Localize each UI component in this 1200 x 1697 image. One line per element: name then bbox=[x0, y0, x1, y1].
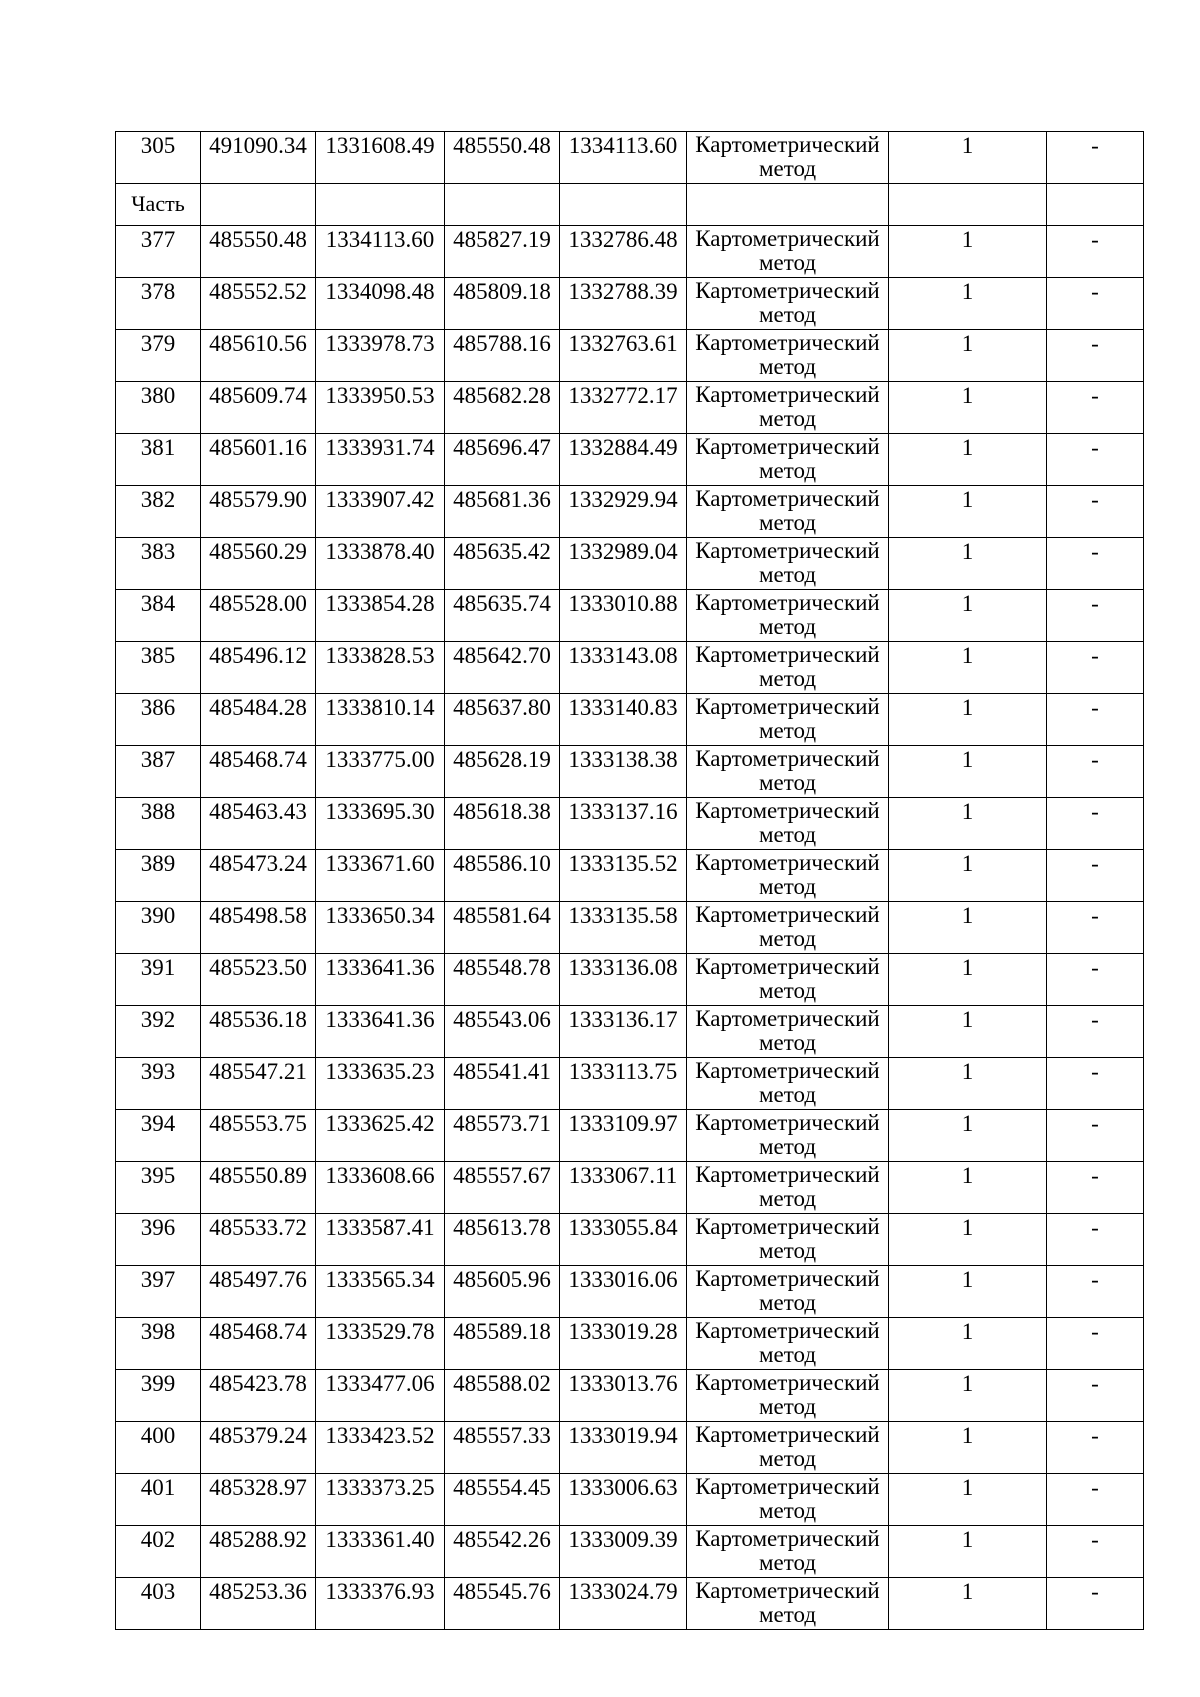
table-body bbox=[116, 132, 1144, 1630]
y1-cell: 1333810.14 bbox=[316, 694, 445, 746]
table-row bbox=[116, 1526, 1144, 1578]
x1-cell: 485496.12 bbox=[201, 642, 316, 694]
note-cell: - bbox=[1047, 1578, 1144, 1630]
note-cell: - bbox=[1047, 1266, 1144, 1318]
method-cell: Картометрический метод bbox=[687, 330, 889, 382]
accuracy-cell: 1 bbox=[889, 1474, 1047, 1526]
accuracy-cell: 1 bbox=[889, 434, 1047, 486]
x1-cell: 485253.36 bbox=[201, 1578, 316, 1630]
note-cell: - bbox=[1047, 434, 1144, 486]
point-id-cell: 394 bbox=[116, 1110, 201, 1162]
y1-cell: 1333565.34 bbox=[316, 1266, 445, 1318]
y1-cell: 1333608.66 bbox=[316, 1162, 445, 1214]
y2-cell: 1332763.61 bbox=[560, 330, 687, 382]
accuracy-cell: 1 bbox=[889, 278, 1047, 330]
y2-cell: 1333137.16 bbox=[560, 798, 687, 850]
accuracy-cell: 1 bbox=[889, 642, 1047, 694]
table-row bbox=[116, 590, 1144, 642]
method-cell: Картометрический метод bbox=[687, 434, 889, 486]
method-cell: Картометрический метод bbox=[687, 1422, 889, 1474]
y1-cell: 1333854.28 bbox=[316, 590, 445, 642]
note-cell: - bbox=[1047, 694, 1144, 746]
x2-cell: 485586.10 bbox=[445, 850, 560, 902]
method-cell: Картометрический метод bbox=[687, 1110, 889, 1162]
point-id-cell: 393 bbox=[116, 1058, 201, 1110]
accuracy-cell: 1 bbox=[889, 1370, 1047, 1422]
x1-cell: 485423.78 bbox=[201, 1370, 316, 1422]
x2-cell: 485588.02 bbox=[445, 1370, 560, 1422]
x1-cell: 485550.48 bbox=[201, 226, 316, 278]
y1-cell: 1333978.73 bbox=[316, 330, 445, 382]
y2-cell: 1332929.94 bbox=[560, 486, 687, 538]
empty-cell bbox=[889, 184, 1047, 226]
y1-cell: 1333376.93 bbox=[316, 1578, 445, 1630]
point-id-cell: 387 bbox=[116, 746, 201, 798]
x1-cell: 485579.90 bbox=[201, 486, 316, 538]
y1-cell: 1333423.52 bbox=[316, 1422, 445, 1474]
table-row bbox=[116, 1578, 1144, 1630]
accuracy-cell: 1 bbox=[889, 1006, 1047, 1058]
accuracy-cell: 1 bbox=[889, 902, 1047, 954]
x1-cell: 485533.72 bbox=[201, 1214, 316, 1266]
point-id-cell: 305 bbox=[116, 132, 201, 184]
method-cell: Картометрический метод bbox=[687, 746, 889, 798]
x1-cell: 485609.74 bbox=[201, 382, 316, 434]
method-cell: Картометрический метод bbox=[687, 486, 889, 538]
table-row bbox=[116, 1214, 1144, 1266]
accuracy-cell: 1 bbox=[889, 226, 1047, 278]
x2-cell: 485696.47 bbox=[445, 434, 560, 486]
y1-cell: 1333907.42 bbox=[316, 486, 445, 538]
accuracy-cell: 1 bbox=[889, 330, 1047, 382]
table-row bbox=[116, 382, 1144, 434]
table-row bbox=[116, 486, 1144, 538]
x2-cell: 485788.16 bbox=[445, 330, 560, 382]
x1-cell: 485328.97 bbox=[201, 1474, 316, 1526]
note-cell: - bbox=[1047, 330, 1144, 382]
y2-cell: 1332989.04 bbox=[560, 538, 687, 590]
y2-cell: 1333016.06 bbox=[560, 1266, 687, 1318]
y1-cell: 1333477.06 bbox=[316, 1370, 445, 1422]
y2-cell: 1333136.08 bbox=[560, 954, 687, 1006]
y1-cell: 1333625.42 bbox=[316, 1110, 445, 1162]
x1-cell: 485528.00 bbox=[201, 590, 316, 642]
y2-cell: 1332788.39 bbox=[560, 278, 687, 330]
coordinates-table bbox=[115, 131, 1144, 1630]
accuracy-cell: 1 bbox=[889, 1318, 1047, 1370]
point-id-cell: 396 bbox=[116, 1214, 201, 1266]
point-id-cell: 397 bbox=[116, 1266, 201, 1318]
x1-cell: 485550.89 bbox=[201, 1162, 316, 1214]
x2-cell: 485581.64 bbox=[445, 902, 560, 954]
table-row bbox=[116, 694, 1144, 746]
y2-cell: 1333109.97 bbox=[560, 1110, 687, 1162]
note-cell: - bbox=[1047, 1006, 1144, 1058]
point-id-cell: 386 bbox=[116, 694, 201, 746]
point-id-cell: 391 bbox=[116, 954, 201, 1006]
point-id-cell: 383 bbox=[116, 538, 201, 590]
point-id-cell: 378 bbox=[116, 278, 201, 330]
y2-cell: 1334113.60 bbox=[560, 132, 687, 184]
method-cell: Картометрический метод bbox=[687, 694, 889, 746]
method-cell: Картометрический метод bbox=[687, 538, 889, 590]
x2-cell: 485543.06 bbox=[445, 1006, 560, 1058]
note-cell: - bbox=[1047, 746, 1144, 798]
accuracy-cell: 1 bbox=[889, 1214, 1047, 1266]
x2-cell: 485557.33 bbox=[445, 1422, 560, 1474]
point-id-cell: 380 bbox=[116, 382, 201, 434]
x2-cell: 485605.96 bbox=[445, 1266, 560, 1318]
empty-cell bbox=[1047, 184, 1144, 226]
x2-cell: 485628.19 bbox=[445, 746, 560, 798]
method-cell: Картометрический метод bbox=[687, 1006, 889, 1058]
x1-cell: 485468.74 bbox=[201, 1318, 316, 1370]
table-row bbox=[116, 798, 1144, 850]
x2-cell: 485827.19 bbox=[445, 226, 560, 278]
note-cell: - bbox=[1047, 1162, 1144, 1214]
empty-cell bbox=[316, 184, 445, 226]
table-row bbox=[116, 278, 1144, 330]
y1-cell: 1333373.25 bbox=[316, 1474, 445, 1526]
x2-cell: 485545.76 bbox=[445, 1578, 560, 1630]
method-cell: Картометрический метод bbox=[687, 1526, 889, 1578]
x2-cell: 485809.18 bbox=[445, 278, 560, 330]
table-row bbox=[116, 1370, 1144, 1422]
point-id-cell: 399 bbox=[116, 1370, 201, 1422]
y1-cell: 1333695.30 bbox=[316, 798, 445, 850]
note-cell: - bbox=[1047, 590, 1144, 642]
accuracy-cell: 1 bbox=[889, 1110, 1047, 1162]
table-row bbox=[116, 850, 1144, 902]
x1-cell: 485498.58 bbox=[201, 902, 316, 954]
note-cell: - bbox=[1047, 1058, 1144, 1110]
method-cell: Картометрический метод bbox=[687, 1162, 889, 1214]
table-row bbox=[116, 434, 1144, 486]
method-cell: Картометрический метод bbox=[687, 1214, 889, 1266]
table-row bbox=[116, 1006, 1144, 1058]
empty-cell bbox=[687, 184, 889, 226]
y1-cell: 1333828.53 bbox=[316, 642, 445, 694]
note-cell: - bbox=[1047, 642, 1144, 694]
y2-cell: 1332772.17 bbox=[560, 382, 687, 434]
x2-cell: 485642.70 bbox=[445, 642, 560, 694]
x1-cell: 485560.29 bbox=[201, 538, 316, 590]
method-cell: Картометрический метод bbox=[687, 1370, 889, 1422]
accuracy-cell: 1 bbox=[889, 1058, 1047, 1110]
y2-cell: 1333024.79 bbox=[560, 1578, 687, 1630]
method-cell: Картометрический метод bbox=[687, 1474, 889, 1526]
method-cell: Картометрический метод bbox=[687, 1266, 889, 1318]
y1-cell: 1333650.34 bbox=[316, 902, 445, 954]
table-row bbox=[116, 1474, 1144, 1526]
point-id-cell: 388 bbox=[116, 798, 201, 850]
accuracy-cell: 1 bbox=[889, 1266, 1047, 1318]
method-cell: Картометрический метод bbox=[687, 1318, 889, 1370]
point-id-cell: 381 bbox=[116, 434, 201, 486]
note-cell: - bbox=[1047, 1214, 1144, 1266]
table-row bbox=[116, 746, 1144, 798]
x2-cell: 485550.48 bbox=[445, 132, 560, 184]
y1-cell: 1333641.36 bbox=[316, 954, 445, 1006]
accuracy-cell: 1 bbox=[889, 1162, 1047, 1214]
y2-cell: 1333113.75 bbox=[560, 1058, 687, 1110]
y2-cell: 1333143.08 bbox=[560, 642, 687, 694]
x1-cell: 485379.24 bbox=[201, 1422, 316, 1474]
y2-cell: 1333136.17 bbox=[560, 1006, 687, 1058]
x1-cell: 485473.24 bbox=[201, 850, 316, 902]
point-id-cell: 384 bbox=[116, 590, 201, 642]
part-label-cell: Часть bbox=[116, 184, 201, 226]
y2-cell: 1333006.63 bbox=[560, 1474, 687, 1526]
accuracy-cell: 1 bbox=[889, 132, 1047, 184]
part-row bbox=[116, 184, 1144, 226]
table-row bbox=[116, 132, 1144, 184]
note-cell: - bbox=[1047, 1370, 1144, 1422]
accuracy-cell: 1 bbox=[889, 382, 1047, 434]
y1-cell: 1333635.23 bbox=[316, 1058, 445, 1110]
y2-cell: 1333019.28 bbox=[560, 1318, 687, 1370]
method-cell: Картометрический метод bbox=[687, 954, 889, 1006]
point-id-cell: 403 bbox=[116, 1578, 201, 1630]
note-cell: - bbox=[1047, 1422, 1144, 1474]
x2-cell: 485613.78 bbox=[445, 1214, 560, 1266]
point-id-cell: 401 bbox=[116, 1474, 201, 1526]
point-id-cell: 392 bbox=[116, 1006, 201, 1058]
accuracy-cell: 1 bbox=[889, 694, 1047, 746]
y1-cell: 1333529.78 bbox=[316, 1318, 445, 1370]
method-cell: Картометрический метод bbox=[687, 382, 889, 434]
x1-cell: 485610.56 bbox=[201, 330, 316, 382]
y2-cell: 1333010.88 bbox=[560, 590, 687, 642]
accuracy-cell: 1 bbox=[889, 538, 1047, 590]
y1-cell: 1331608.49 bbox=[316, 132, 445, 184]
table-row bbox=[116, 954, 1144, 1006]
y2-cell: 1333055.84 bbox=[560, 1214, 687, 1266]
x2-cell: 485681.36 bbox=[445, 486, 560, 538]
table-row bbox=[116, 1162, 1144, 1214]
note-cell: - bbox=[1047, 278, 1144, 330]
note-cell: - bbox=[1047, 798, 1144, 850]
y2-cell: 1332786.48 bbox=[560, 226, 687, 278]
note-cell: - bbox=[1047, 486, 1144, 538]
note-cell: - bbox=[1047, 1526, 1144, 1578]
y2-cell: 1333019.94 bbox=[560, 1422, 687, 1474]
method-cell: Картометрический метод bbox=[687, 850, 889, 902]
method-cell: Картометрический метод bbox=[687, 1578, 889, 1630]
y1-cell: 1333671.60 bbox=[316, 850, 445, 902]
table-row bbox=[116, 1318, 1144, 1370]
y2-cell: 1332884.49 bbox=[560, 434, 687, 486]
x2-cell: 485542.26 bbox=[445, 1526, 560, 1578]
x2-cell: 485682.28 bbox=[445, 382, 560, 434]
empty-cell bbox=[201, 184, 316, 226]
point-id-cell: 385 bbox=[116, 642, 201, 694]
point-id-cell: 389 bbox=[116, 850, 201, 902]
note-cell: - bbox=[1047, 902, 1144, 954]
note-cell: - bbox=[1047, 1110, 1144, 1162]
x1-cell: 491090.34 bbox=[201, 132, 316, 184]
y2-cell: 1333140.83 bbox=[560, 694, 687, 746]
method-cell: Картометрический метод bbox=[687, 132, 889, 184]
accuracy-cell: 1 bbox=[889, 590, 1047, 642]
x2-cell: 485635.42 bbox=[445, 538, 560, 590]
table-row bbox=[116, 1266, 1144, 1318]
x1-cell: 485484.28 bbox=[201, 694, 316, 746]
accuracy-cell: 1 bbox=[889, 1578, 1047, 1630]
x1-cell: 485468.74 bbox=[201, 746, 316, 798]
accuracy-cell: 1 bbox=[889, 850, 1047, 902]
note-cell: - bbox=[1047, 226, 1144, 278]
note-cell: - bbox=[1047, 538, 1144, 590]
x2-cell: 485548.78 bbox=[445, 954, 560, 1006]
method-cell: Картометрический метод bbox=[687, 902, 889, 954]
point-id-cell: 395 bbox=[116, 1162, 201, 1214]
y1-cell: 1334113.60 bbox=[316, 226, 445, 278]
method-cell: Картометрический метод bbox=[687, 642, 889, 694]
y1-cell: 1333950.53 bbox=[316, 382, 445, 434]
x1-cell: 485536.18 bbox=[201, 1006, 316, 1058]
y2-cell: 1333067.11 bbox=[560, 1162, 687, 1214]
point-id-cell: 398 bbox=[116, 1318, 201, 1370]
empty-cell bbox=[560, 184, 687, 226]
empty-cell bbox=[445, 184, 560, 226]
x2-cell: 485573.71 bbox=[445, 1110, 560, 1162]
method-cell: Картометрический метод bbox=[687, 1058, 889, 1110]
point-id-cell: 390 bbox=[116, 902, 201, 954]
y2-cell: 1333135.58 bbox=[560, 902, 687, 954]
x1-cell: 485547.21 bbox=[201, 1058, 316, 1110]
y2-cell: 1333138.38 bbox=[560, 746, 687, 798]
y1-cell: 1333931.74 bbox=[316, 434, 445, 486]
accuracy-cell: 1 bbox=[889, 798, 1047, 850]
table-row bbox=[116, 1422, 1144, 1474]
x1-cell: 485601.16 bbox=[201, 434, 316, 486]
accuracy-cell: 1 bbox=[889, 486, 1047, 538]
point-id-cell: 379 bbox=[116, 330, 201, 382]
note-cell: - bbox=[1047, 954, 1144, 1006]
y1-cell: 1333587.41 bbox=[316, 1214, 445, 1266]
table-row bbox=[116, 1058, 1144, 1110]
x2-cell: 485589.18 bbox=[445, 1318, 560, 1370]
x1-cell: 485553.75 bbox=[201, 1110, 316, 1162]
accuracy-cell: 1 bbox=[889, 1422, 1047, 1474]
y1-cell: 1334098.48 bbox=[316, 278, 445, 330]
note-cell: - bbox=[1047, 132, 1144, 184]
point-id-cell: 400 bbox=[116, 1422, 201, 1474]
y2-cell: 1333009.39 bbox=[560, 1526, 687, 1578]
x2-cell: 485618.38 bbox=[445, 798, 560, 850]
y1-cell: 1333775.00 bbox=[316, 746, 445, 798]
y2-cell: 1333013.76 bbox=[560, 1370, 687, 1422]
x2-cell: 485637.80 bbox=[445, 694, 560, 746]
note-cell: - bbox=[1047, 382, 1144, 434]
table-row bbox=[116, 902, 1144, 954]
point-id-cell: 402 bbox=[116, 1526, 201, 1578]
table-row bbox=[116, 538, 1144, 590]
x1-cell: 485288.92 bbox=[201, 1526, 316, 1578]
note-cell: - bbox=[1047, 1474, 1144, 1526]
x1-cell: 485463.43 bbox=[201, 798, 316, 850]
x1-cell: 485497.76 bbox=[201, 1266, 316, 1318]
y2-cell: 1333135.52 bbox=[560, 850, 687, 902]
table-row bbox=[116, 642, 1144, 694]
note-cell: - bbox=[1047, 1318, 1144, 1370]
table-row bbox=[116, 226, 1144, 278]
y1-cell: 1333361.40 bbox=[316, 1526, 445, 1578]
x1-cell: 485523.50 bbox=[201, 954, 316, 1006]
x2-cell: 485635.74 bbox=[445, 590, 560, 642]
method-cell: Картометрический метод bbox=[687, 590, 889, 642]
y1-cell: 1333878.40 bbox=[316, 538, 445, 590]
table-row bbox=[116, 330, 1144, 382]
x2-cell: 485557.67 bbox=[445, 1162, 560, 1214]
x1-cell: 485552.52 bbox=[201, 278, 316, 330]
x2-cell: 485541.41 bbox=[445, 1058, 560, 1110]
accuracy-cell: 1 bbox=[889, 746, 1047, 798]
point-id-cell: 382 bbox=[116, 486, 201, 538]
method-cell: Картометрический метод bbox=[687, 226, 889, 278]
point-id-cell: 377 bbox=[116, 226, 201, 278]
method-cell: Картометрический метод bbox=[687, 278, 889, 330]
accuracy-cell: 1 bbox=[889, 954, 1047, 1006]
accuracy-cell: 1 bbox=[889, 1526, 1047, 1578]
method-cell: Картометрический метод bbox=[687, 798, 889, 850]
x2-cell: 485554.45 bbox=[445, 1474, 560, 1526]
note-cell: - bbox=[1047, 850, 1144, 902]
y1-cell: 1333641.36 bbox=[316, 1006, 445, 1058]
table-row bbox=[116, 1110, 1144, 1162]
